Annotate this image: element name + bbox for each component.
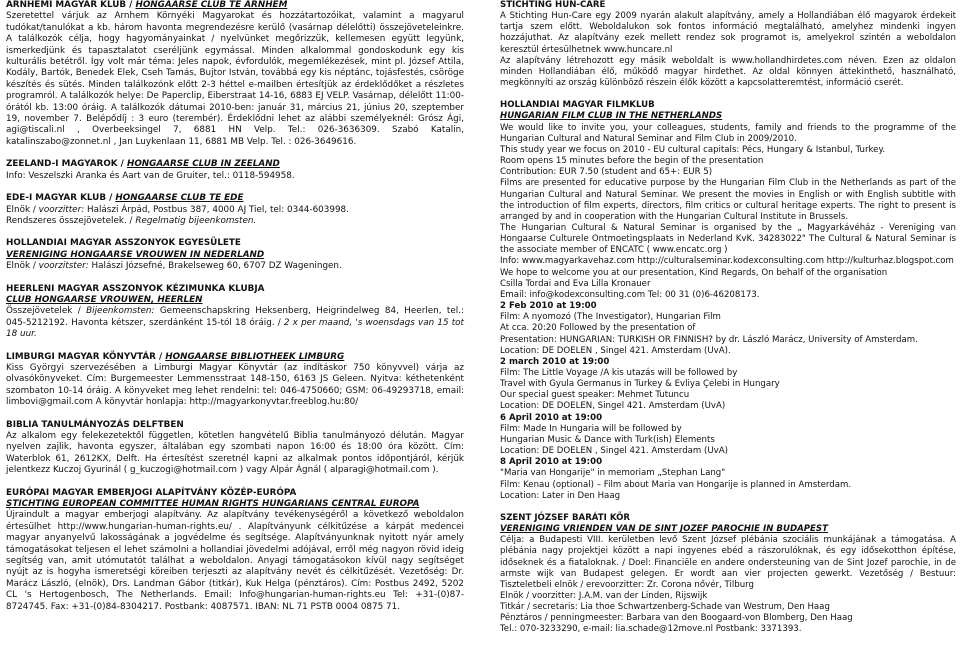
section-body (6, 306, 464, 340)
text: Gemeenschapskring Heksenberg, Heigrindelweg 84, Heerlen, tel.: 045-5212192. Havonta kétszer, szerdánként 15-tól 18 óráig. / (6, 306, 464, 328)
event-line: Our special guest speaker: Mehmet Tutuncu (500, 390, 690, 401)
text: Halászi Árpád, Postbus 387, 4000 AJ Tiel, tel: 0344-603998. (84, 204, 349, 215)
text: voorzitter: (38, 204, 85, 215)
event-line: Location: DE DOELEN , Singel 421. Amsterdam (UvA) (500, 446, 728, 457)
section-body: A Stichting Hun-Care egy 2009 nyarán alakult alapítvány, amely a Hollandiában élő magyarok érdekeit tartja szem előtt. Weboldalukon sok fontos információ megtalálható, amelyhez mindenki ingyen hozzájuthat. Az alapítvány ezek mellett rendez sok programot is, amelyekrol szintén a weboldalon keresztül értesülhetnek www.huncare.nl (500, 11, 956, 55)
section-title: HOLLANDIAI MAGYAR ASSZONYOK EGYESÜLETE (6, 238, 241, 249)
section-huncare (500, 0, 956, 89)
section-line: Elnök / voorzitter: J.A.M. van der Linden, Rijswijk (500, 590, 708, 601)
section-biblia (6, 420, 464, 477)
section-subtitle: VERENIGING HONGAARSE VROUWEN IN NEDERLAND (6, 249, 265, 260)
section-line: Info: www.magyarkavehaz.com http://culturalseminar.kodexconsulting.com http://kulturhaz.blogspot.com (500, 256, 954, 267)
section-szent-jozsef (500, 513, 956, 636)
section-subtitle: HONGAARSE BIBLIOTHEEK LIMBURG (165, 351, 345, 362)
event-line: "Maria van Hongarije" in memoriam „Stephan Lang" (500, 468, 726, 479)
section-body: Az alkalom egy felekezetektől független, kötetlen hangvételű Biblia tanulmányozó délután. Magyar nyelven zajlik, havonta egyszer, általában egy szombati napon 16:00 és 18:00 óra között. Cím: Waterblok 61, 2612KX, Delft. Ha értesítést szeretnél kapni az alkalmak pontos időpontjáról, kérjük jelentkezz Kuczoj Gyurinál ( g_kuczogi@hotmail.com ) vagy Alpár Ágnál ( alparagi@hotmail.com ). (6, 431, 464, 476)
text: Elnök / (6, 204, 39, 215)
event-line: Travel with Gyula Germanus in Turkey & Evliya Çelebi in Hungary (500, 379, 780, 390)
section-line: Csilla Tordai and Eva Lilla Kronauer (500, 278, 651, 289)
section-title: HOLLANDIAI MAGYAR FILMKLUB (500, 100, 655, 111)
section-title: SZENT JÓZSEF BARÁTI KÖR (500, 512, 631, 523)
event-line: Film: Kenau (optional) – Film about Maria van Hongarije is planned in Amsterdam. (500, 479, 852, 490)
section-asszonyok (6, 238, 464, 272)
event-date: 6 April 2010 at 19:00 (500, 412, 603, 423)
section-title: BIBLIA TANULMÁNYOZÁS DELFTBEN (6, 419, 184, 430)
section-arnhem (6, 0, 464, 148)
event-line: Hungarian Music & Dance with Turk(ish) Elements (500, 434, 715, 445)
event-line: Film: A nyomozó (The Investigator), Hungarian Film (500, 312, 721, 323)
event-line: Presentation: HUNGARIAN: TURKISH OR FINNISH? by dr. László Marácz, University of Amsterdam. (500, 334, 918, 345)
text: Halászi Józsefné, Brakelseweg 60, 6707 DZ Wageningen. (88, 261, 342, 272)
text: Regelmatig bijeenkomsten. (135, 215, 257, 226)
section-zeeland (6, 159, 464, 182)
section-title: HEERLENI MAGYAR ASSZONYOK KÉZIMUNKA KLUBJA (6, 283, 265, 294)
section-subtitle: HONGAARSE CLUB TE ARNHEM (135, 0, 288, 10)
section-title: ARNHEMI MAGYAR KLUB / (6, 0, 136, 10)
text: Összejövetelek / (6, 306, 87, 317)
section-line: Pénztáros / penningmeester: Barbara van den Boogaard-von Blomberg, Den Haag (500, 613, 853, 624)
section-body: Kiss Györgyi szervezésében a Limburgi Magyar Könyvtár (az indításkor 750 könyvvel) várja az olvasókönyveket. Cím: Burgemeester Lemmensstraat 148-150, 6163 JS Geleen. Nyitva: kéthetenként szombaton 10-14 óráig. A könyveket meg lehet rendelni: tel: 046-4750660; GSM: 06-49293718, email: limbovi@gmail.com A könyvtár honlapja: http://magyarkonyvtar.freeblog.hu:80/ (6, 362, 464, 408)
section-subtitle: VERENIGING VRIENDEN VAN DE SINT JOZEF PAROCHIE IN BUDAPEST (500, 524, 828, 535)
section-body (6, 205, 464, 216)
text: Bijeenkomsten: (86, 306, 155, 317)
section-title: EDE-I MAGYAR KLUB / (6, 193, 116, 204)
event-line: Film: Made In Hungaria will be followed by (500, 423, 682, 434)
section-body: Az alapítvány létrehozott egy másik weboldalt is www.hollandhirdetes.com néven. Ezen az oldalon minden Hollandiában élő, működő magyar hirdethet. Az oldal könnyen áttekinthető, használható, megkönnyíti az ország különböző részein élők között a kapcsolatteremtést, információ cserét. (500, 55, 956, 89)
section-line: This study year we focus on 2010 - EU cultural capitals: Pécs, Hungary & Istanbul, Turkey. (500, 144, 886, 155)
section-filmklub (500, 100, 956, 502)
section-line: We hope to welcome you at our presentation, Kind Regards, On behalf of the organisation (500, 267, 888, 278)
event-date: 2 Feb 2010 at 19:00 (500, 301, 597, 312)
section-line: Contribution: EUR 7.50 (student and 65+: EUR 5) (500, 167, 713, 178)
event-line: Film: The Little Voyage /A kis utazás will be followed by (500, 368, 738, 378)
section-body: Szeretettel várjuk az Arnhem Környéki Magyarokat és hozzátartozóikat, valamint a magyarul tudókat/tanulókat a kb. három havonta megrendezésre kerülő (vasárnap délelőtti) összejöveteleinkre. A találkozók célja, hogy hagyományainkat / nyelvünket megőrizzük, kellemesen együtt legyünk, ismerkedjünk és tapasztalatot cseréljünk egymással. Minden alkalommal gondoskodunk egy kis kulturális betétről. Így volt már téma: Jeles napok, évfordulók, megemlékezések, mint pl. József Attila, Kodály, Bartók, Benedek Elek, Cseh Tamás, Bujtor István, továbbá egy kis néptánc, tojásfestés, csöröge készítés és sütés. Minden találkozónk előtt 2-3 héttel e-mailben értesítjük az érdeklődőket a részletes programról. A találkozók helye: De Paperclip, Eiberstraat 14-16, 6883 EJ VELP. Vasárnap, délelőtt 11:00- órától kb. 13:00 óráig. A találkozók dátumai 2010-ben: január 31, március 21, június 20, szeptember 19, november 7. Belépődíj : 3 euro (terembér). Érdeklődni lehet az alábbi személyeknél: Grósz Ági, agi@tiscali.nl , Overbeeksingel 7, 6881 HN Velp. Tel.: 026-3636309. Szabó Katalin, katalinszabo@zonnet.nl , Jan Luykenlaan 11, 6881 MB Velp. Tel. : 026-3649616. (6, 11, 464, 147)
text: voorzitster: (38, 261, 89, 272)
section-subtitle: HONGAARSE CLUB TE EDE (115, 193, 244, 204)
section-line: Room opens 15 minutes before the begin of the presentation (500, 156, 764, 167)
section-title: LIMBURGI MAGYAR KÖNYVTÁR / (6, 351, 166, 362)
text: Rendszeres összejövetelek. / (6, 215, 136, 226)
section-title: ZEELAND-I MAGYAROK / (6, 159, 127, 170)
section-body: Info: Veszelszki Aranka és Aart van de Gruiter, tel.: 0118-594958. (6, 170, 295, 181)
left-column (6, 0, 464, 613)
section-body: Films are presented for educative purpose by the Hungarian Film Club in the Netherlands as part of the Hungarian Cultural and Natural Seminar. We present the movies in English or with English subtitle with the introduction of film experts, directors, film critics or cultural heritage experts. The right to present is arranged by and in cooperation with the Hungarian Cultural Institute in Brussels. (500, 178, 956, 222)
section-body: We would like to invite you, your colleagues, students, family and friends to the programme of the Hungarian Cultural and Natural Seminar and Film Club in 2009/2010. (500, 122, 956, 144)
section-body (6, 216, 464, 227)
event-date: 2 march 2010 at 19:00 (500, 356, 610, 367)
event-date: 8 April 2010 at 19:00 (500, 457, 603, 468)
section-subtitle: HUNGARIAN FILM CLUB IN THE NETHERLANDS (500, 111, 723, 122)
text: Elnök / (6, 261, 39, 272)
section-title: STICHTING HUN-CARE (500, 0, 606, 10)
section-heerlen (6, 284, 464, 341)
section-subtitle: STICHTING EUROPEAN COMMITTEE HUMAN RIGHTS HUNGARIANS CENTRAL EUROPA (6, 499, 420, 510)
section-subtitle: HONGAARSE CLUB IN ZEELAND (126, 159, 280, 170)
section-line: Tel.: 070-3233290, e-mail: lia.schade@12move.nl Postbank: 3371393. (500, 624, 802, 635)
event-line: Location: Later in Den Haag (500, 490, 621, 501)
text: 2 x per maand, 's woensdags van 15 tot 18 uur. (6, 317, 464, 340)
event-line: At cca. 20:20 Followed by the presentation of (500, 323, 696, 334)
section-line: Titkár / secretaris: Lia thoe Schwartzenberg-Schade van Westrum, Den Haag (500, 602, 830, 613)
section-line: Email: info@kodexconsulting.com Tel: 00 31 (0)6-46208173. (500, 289, 760, 300)
section-limburg (6, 352, 464, 409)
section-title: EURÓPAI MAGYAR EMBERJOGI ALAPÍTVÁNY KÖZÉP-EURÓPA (6, 487, 297, 498)
section-emberjogi (6, 488, 464, 613)
section-body: Célja: a Budapesti VIII. kerületben levő Szent József plébánia szociális munkájának a támogatása. A plébánia nagy projektjei között a napi ingyenes ebéd a rászorulóknak, és egy idősekotthon építése, időseknek és a fiataloknak. / Doel: Financiële en andere ondersteuning van de Sint Jozef parochie, in de armste wijk van Budapest gelegen. Er wordt aan vier projecten gewerkt. Vezetőség / Bestuur: Tiszteletbeli elnök / erevoorzitter: Zr. Corona nővér, Tilburg (500, 535, 956, 590)
event-line: Location: DE DOELEN , Singel 421. Amsterdam (UvA). (500, 345, 731, 356)
section-body: The Hungarian Cultural & Natural Seminar is organised by the „ Magyarkávéház - Vereniging van Hongaarse Culturele Ontmoetingsplaats in Nederland KvK. 34283022" The Cultural & Natural Seminar is the associate member of ENCATC ( www.encatc.org ) (500, 222, 956, 256)
section-subtitle: CLUB HONGAARSE VROUWEN, HEERLEN (6, 294, 203, 305)
section-ede (6, 193, 464, 227)
right-column (500, 0, 956, 636)
event-line: Location: DE DOELEN, Singel 421. Amsterdam (UvA) (500, 401, 726, 412)
section-body: Újraindult a magyar emberjogi alapítvány. Az alapítvány tevékenységéről a következő weboldalon értesülhet http://www.hungarian-human-rights.eu/ . Alapítványunk célkitűzése a kárpát medencei magyar anyanyelvű lakosságának a jogvédelme és segítsége. Alapítványunknak nyitott nyár amely támogatásokat teljesen el lehet számolni a hollandiai jövedelmi adójával, erről még nagyon rövid ideig segítség van, amit utómutatót találhat a weboldalon. Anyagi támogatásokon kívül nagy segítséget nyújt az is hogyha ismeretségi köreiben terjeszti az alapítvány nevét és célkitűzését. Vezetőség: Dr. Marácz László, (elnök), Drs. Landman Gábor (titkár), Kuk Helga (pénztáros). Cím: Postbus 2492, 5202 CL 's Hertogenbosch, The Netherlands. Email: Info@hungarian-human-rights.eu Tel: +31-(0)87-8724745. Fax: +31-(0)84-8304217. Postbank: 4087571. IBAN: NL 71 PSTB 0004 0875 71. (6, 510, 464, 612)
section-body (6, 261, 464, 272)
